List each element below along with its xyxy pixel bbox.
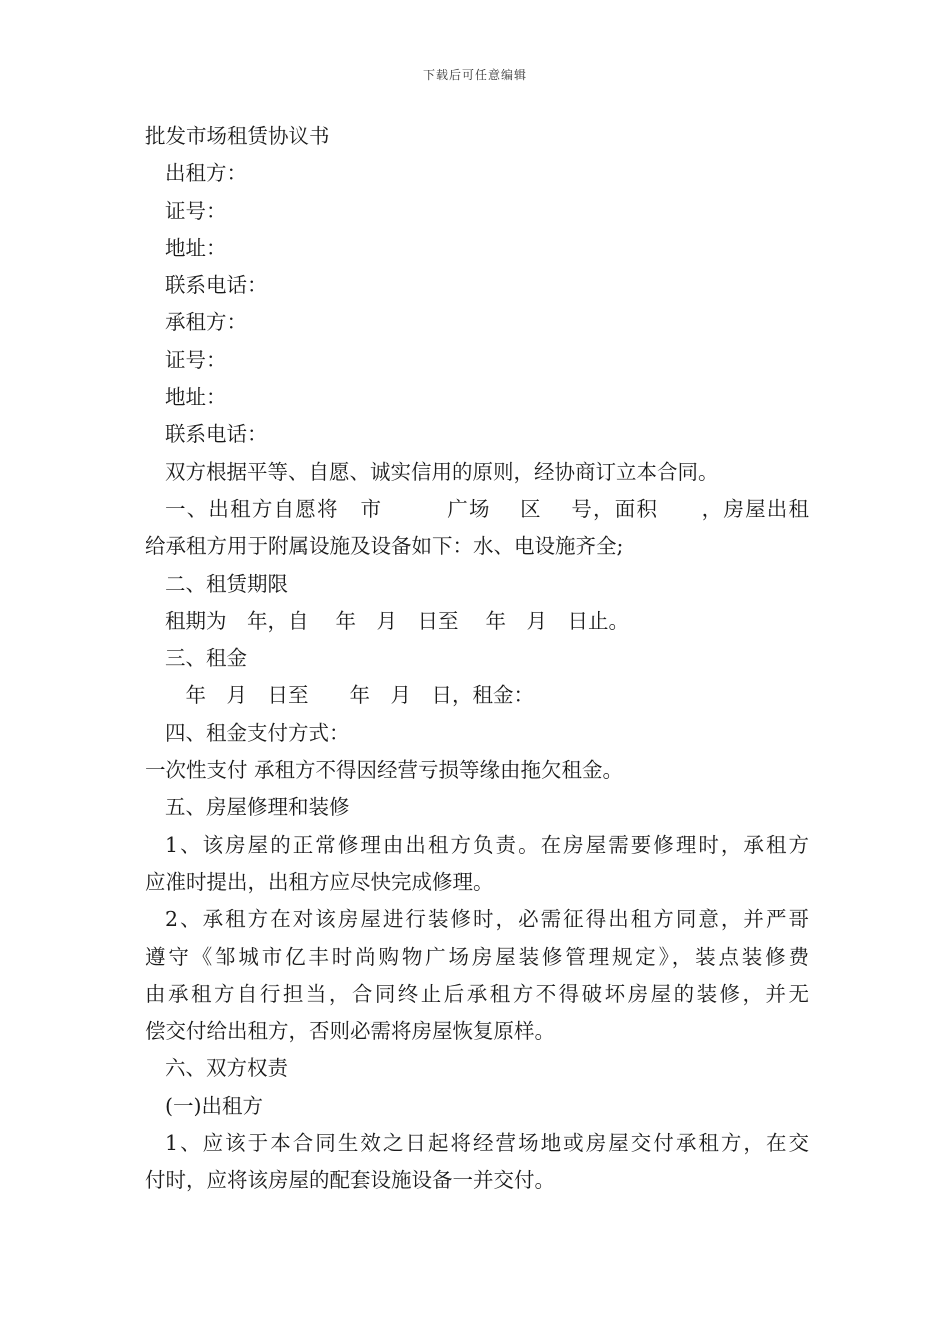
clause3-text: 年 月 日至 年 月 日，租金： <box>165 683 534 708</box>
document-title: 批发市场租赁协议书 <box>145 124 330 148</box>
clause2-text: 租期为 年，自 年 月 日至 年 月 日止。 <box>165 608 630 633</box>
document-body <box>145 118 809 1200</box>
lessee-address-field: 地址： <box>165 385 227 410</box>
clause6-1-line1: 1、应该于本合同生效之日起将经营场地或房屋交付承租方，在交 <box>165 1131 809 1156</box>
clause5-2-line3: 由承租方自行担当，合同终止后承租方不得破坏房屋的装修，并无 <box>145 981 809 1006</box>
lessee-phone-field: 联系电话： <box>165 422 268 447</box>
clause1-line2: 给承租方用于附属设施及设备如下：水、电设施齐全; <box>145 534 624 559</box>
lessee-label: 承租方： <box>165 310 247 335</box>
clause6-subheading-lessor: (一)出租方 <box>165 1093 263 1118</box>
clause4-text: 一次性支付 承租方不得因经营亏损等缘由拖欠租金。 <box>145 758 624 783</box>
lessee-id-field: 证号： <box>165 347 227 372</box>
clause5-2-line4: 偿交付给出租方，否则必需将房屋恢复原样。 <box>145 1019 555 1044</box>
lessor-label: 出租方： <box>165 161 247 186</box>
clause3-title: 三、租金 <box>165 646 247 671</box>
clause5-title: 五、房屋修理和装修 <box>165 795 350 820</box>
clause5-2-line2: 遵守《邹城市亿丰时尚购物广场房屋装修管理规定》，装点装修费 <box>145 944 809 969</box>
clause5-2-line1: 2、承租方在对该房屋进行装修时，必需征得出租方同意，并严哥 <box>165 907 809 932</box>
lessor-id-field: 证号： <box>165 198 227 223</box>
header-note: 下载后可任意编辑 <box>422 68 527 82</box>
clause4-title: 四、租金支付方式： <box>165 720 350 745</box>
clause5-1-line2: 应准时提出，出租方应尽快完成修理。 <box>145 869 494 894</box>
lessor-phone-field: 联系电话： <box>165 273 268 298</box>
lessor-address-field: 地址： <box>165 235 227 260</box>
clause5-1-line1: 1、该房屋的正常修理由出租方负责。在房屋需要修理时，承租方 <box>165 832 809 857</box>
preamble-paragraph: 双方根据平等、自愿、诚实信用的原则，经协商订立本合同。 <box>165 459 719 484</box>
clause6-title: 六、双方权责 <box>165 1056 288 1081</box>
clause6-1-line2: 付时，应将该房屋的配套设施设备一并交付。 <box>145 1168 555 1193</box>
clause2-title: 二、租赁期限 <box>165 571 288 596</box>
clause1-line1: 一、出租方自愿将 市 广场 区 号，面积 ，房屋出租 <box>165 496 809 521</box>
